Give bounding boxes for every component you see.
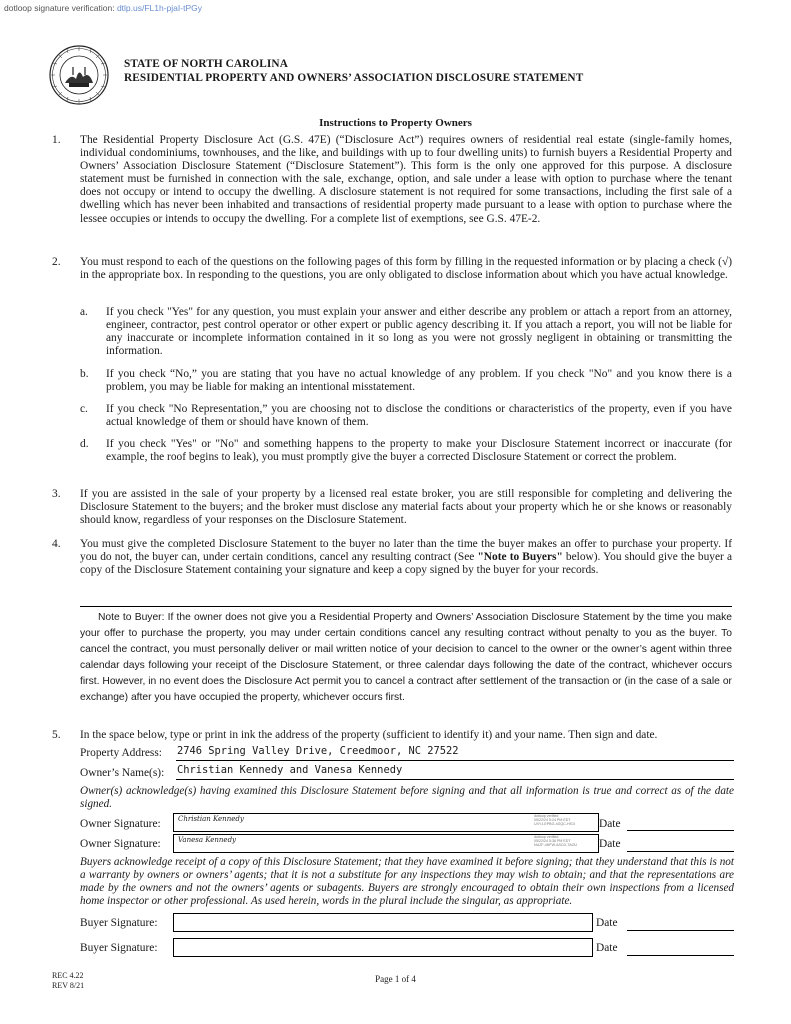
item-text: If you check "No Representation,” you are choosing not to disclose the conditions or characteristics of the property, even if you have actual knowledge of them or should have known of them. [106,403,732,429]
form-number: REC 4.22 REV 8/21 [52,971,85,990]
item-letter: b. [80,368,89,380]
date-label: Date [599,818,621,830]
date-label: Date [599,838,621,850]
buyer-signature-box[interactable] [173,938,593,957]
date-field[interactable] [627,955,734,956]
date-label: Date [596,942,618,954]
owner-signature: Vanesa Kennedy [178,836,237,844]
date-label: Date [596,917,618,929]
item-text: If you check "Yes" or "No" and something happens to the property to make your Disclosure Statement incorrect or inaccurate (for example, the roof begins to leak), you must promptly give the buyer a corrected Disclosure Statement or correct the problem. [106,438,732,464]
item-letter: d. [80,438,89,450]
item-text: In the space below, type or print in ink the address of the property (sufficient to identify it) and your name. Then sign and date. [80,729,658,741]
verification-link[interactable]: dtlp.us/FL1h-pjaI-tPGy [116,3,202,13]
verification-label: dotloop signature verification: [4,3,115,13]
owner-acknowledgment: Owner(s) acknowledge(s) having examined this Disclosure Statement before signing and that all information is true and correct as of the date signed. [80,785,734,810]
buyer-signature-box[interactable] [173,913,593,932]
owners-name-field[interactable]: Christian Kennedy and Vanesa Kennedy [177,764,403,776]
property-address-label: Property Address: [80,747,162,759]
item-text: If you are assisted in the sale of your property by a licensed real estate broker, you are still responsible for completing and delivering the Disclosure Statement to the buyers; and the broker must disclose any material facts about your property which he or she knows or reasonably should know, regardless of your responses on the Disclosure Statement. [80,488,732,527]
item-text: You must give the completed Disclosure Statement to the buyer no later than the time the buyer makes an offer to purchase your property. If you do not, the buyer can, under certain conditions, cancel any resulting contract (See "Note to Buyers" below). You should give the buyer a copy of the Disclosure Statement containing your signature and keep a copy signed by the buyer for your records. [80,538,732,577]
page-number: Page 1 of 4 [375,974,416,984]
buyer-signature-label: Buyer Signature: [80,917,158,929]
note-to-buyer: Note to Buyer: If the owner does not give you a Residential Property and Owners’ Association Disclosure Statement by the time you make your offer to purchase the property, you may under certain conditions cancel any resulting contract without penalty to you as the buyer. To cancel the contract, you must personally deliver or mail written notice of your decision to cancel to the owner or the owner’s agent within three calendar days following your receipt of the Disclosure Statement, or three calendar days following the date of the contract, whichever occurs first. However, in no event does the Disclosure Act permit you to cancel a contract after settlement of the transaction or (in the case of a sale or exchange) after you have occupied the property, whichever occurs first. [80,606,732,706]
note-to-buyers-ref: "Note to Buyers" [477,551,563,564]
item-text: If you check "Yes" for any question, you must explain your answer and either describe any problem or attach a report from an attorney, engineer, contractor, pest control operator or other expert or public agency describing it. If you attach a report, you will not be liable for any inaccurate or incomplete information contained in it so long as you were not grossly negligent in obtaining or transmitting the information. [106,306,732,358]
owner-signature-label: Owner Signature: [80,818,161,830]
item-number: 3. [52,488,61,500]
item-text: You must respond to each of the questions on the following pages of this form by filling in the requested information or by placing a check (√) in the appropriate box. In responding to the questions, you are only obligated to disclose information about which you have actual knowledge. [80,256,732,282]
header-state: STATE OF NORTH CAROLINA [124,58,288,70]
owners-name-label: Owner’s Name(s): [80,767,165,779]
owners-underline [176,779,734,780]
header-form-title: RESIDENTIAL PROPERTY AND OWNERS’ ASSOCIATION DISCLOSURE STATEMENT [124,72,584,84]
item-letter: a. [80,306,88,318]
date-field[interactable] [627,851,734,852]
property-address-field[interactable]: 2746 Spring Valley Drive, Creedmoor, NC 27522 [177,745,459,757]
item-number: 4. [52,538,61,550]
date-field[interactable] [627,830,734,831]
date-field[interactable] [627,930,734,931]
nc-seal-icon [49,45,109,105]
item-number: 1. [52,134,61,146]
owner-signature: Christian Kennedy [178,815,244,823]
item-number: 2. [52,256,61,268]
item-text: The Residential Property Disclosure Act (G.S. 47E) (“Disclosure Act”) requires owners of residential real estate (single-family homes, individual condominiums, townhouses, and the like, and buildings with up to four dwelling units) to furnish buyers a Residential Property and Owners’ Association Disclosure Statement (“Disclosure Statement”). This form is the only one approved for this purpose. A disclosure statement must be furnished in connection with the sale, exchange, option, and sale under a lease with option to purchase where the tenant does not occupy or intend to occupy the dwelling. A disclosure statement is not required for some transactions, including the first sale of a dwelling which has never been inhabited and transactions of residential property made pursuant to a lease with option to purchase where the lessee occupies or intends to occupy the dwelling. For a complete list of exemptions, see G.S. 47E-2. [80,134,732,225]
buyer-signature-label: Buyer Signature: [80,942,158,954]
address-underline [176,760,734,761]
dotloop-tag: dotloop verified 05/22/24 5:36 PM EDT NUZF-4HFW-ASCD-TAOU [534,835,577,848]
item-number: 5. [52,729,61,741]
dotloop-verification [4,3,202,13]
buyer-acknowledgment: Buyers acknowledge receipt of a copy of this Disclosure Statement; that they have examined it before signing; that they understand that this is not a warranty by owners or owners’ agents; that it is not a substitute for any inspections they may wish to obtain; and that the representations are made by the owners and not the owners’ agents or subagents. Buyers are strongly encouraged to obtain their own inspections from a licensed home inspector or other professional. As used herein, words in the plural include the singular, as appropriate. [80,856,734,907]
owner-signature-label: Owner Signature: [80,838,161,850]
dotloop-tag: dotloop verified 05/22/24 5:24 PM EDT UXYJ-EPBG-4GQC-HS1I [534,814,575,827]
item-letter: c. [80,403,88,415]
item-text: If you check “No,” you are stating that you have no actual knowledge of any problem. If you check "No" and you know there is a problem, you may be liable for making an intentional misstatement. [106,368,732,394]
instructions-title: Instructions to Property Owners [319,117,472,129]
